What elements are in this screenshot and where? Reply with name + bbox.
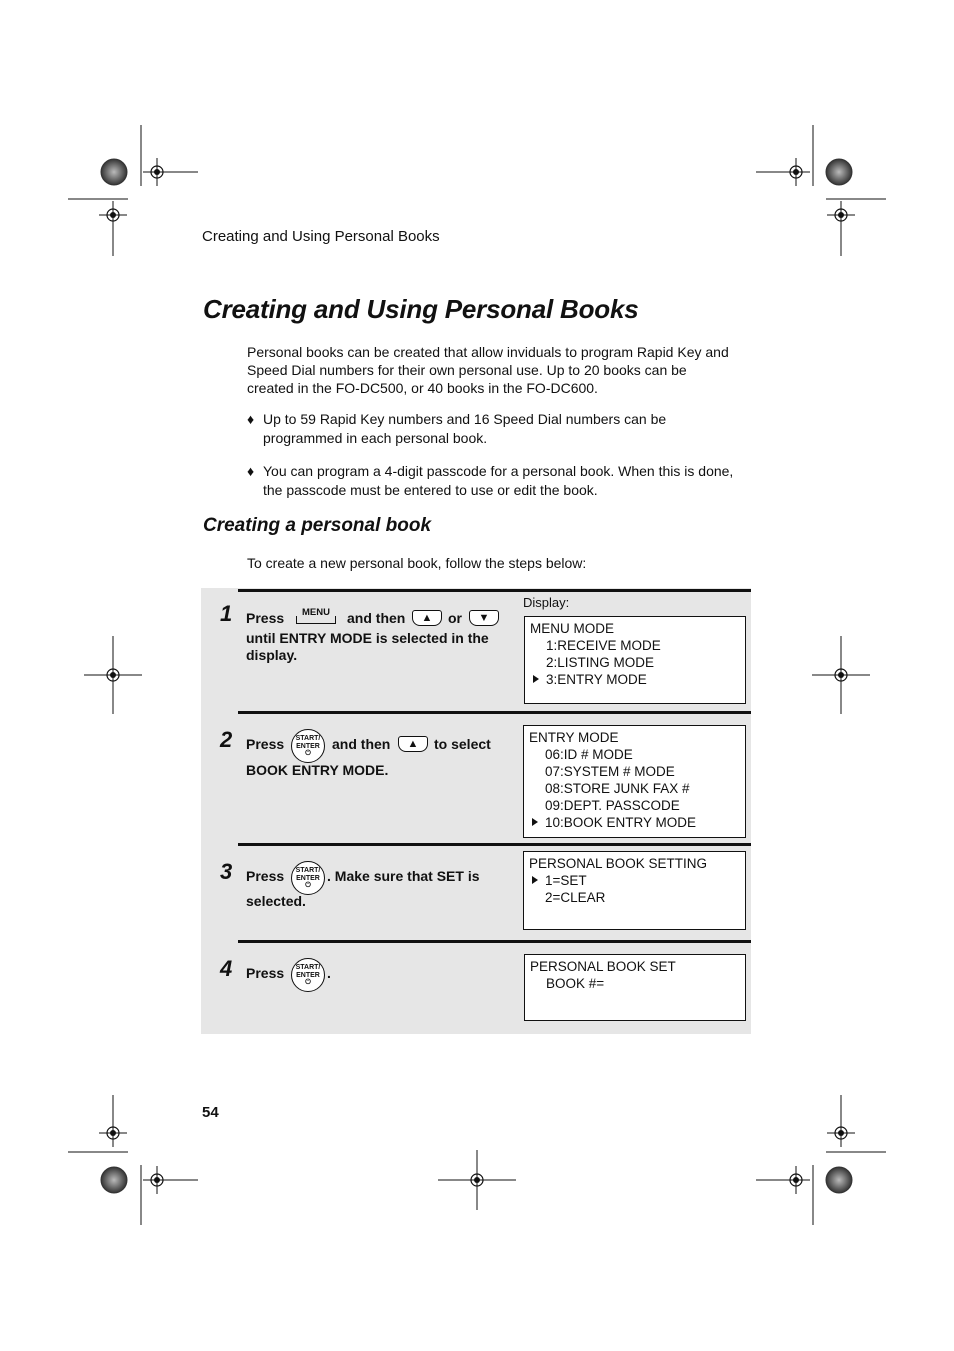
press-label: Press [246,736,285,752]
intro-paragraph [247,343,747,397]
step-number: 3 [220,859,233,884]
lcd-display [523,725,746,838]
bullet-line: Up to 59 Rapid Key numbers and 16 Speed Dial numbers can be [263,411,667,427]
lcd-display [523,851,746,930]
start-enter-key-icon: START/ ENTER ⏻ [291,729,325,763]
up-arrow-key-icon: ▲ [398,736,428,752]
press-label: Press [246,868,285,884]
bullet-line: the passcode must be entered to use or edit the book. [263,482,598,498]
lcd-line: ENTRY MODE [529,730,619,745]
lcd-display [524,616,746,704]
press-label: Press [246,965,285,981]
lcd-selected-line: 3:ENTRY MODE [530,671,745,688]
or-label: or [448,610,462,626]
lcd-line: 1:RECEIVE MODE [546,638,661,653]
page-number: 54 [202,1104,219,1121]
bullet-line: programmed in each personal book. [263,430,488,446]
cursor-arrow-icon [532,818,538,826]
cursor-arrow-icon [532,876,538,884]
running-header: Creating and Using Personal Books [202,228,440,245]
start-enter-key-icon: START/ ENTER ⏻ [291,861,325,895]
display-label: Display: [523,595,570,610]
lcd-line: PERSONAL BOOK SETTING [529,856,708,871]
page-title: Creating and Using Personal Books [203,294,639,324]
to-select-label: to select [434,736,491,752]
lcd-line: BOOK #= [546,976,605,991]
step-line: . Make sure that SET is [327,868,480,884]
intro-line: Speed Dial numbers for their own personal use. Up to 20 books can be [247,362,687,378]
lcd-selected-line: 1=SET [529,872,745,889]
bullet-line: You can program a 4-digit passcode for a personal book. When this is done, [263,463,734,479]
step-number: 4 [220,956,233,981]
menu-key-label: MENU [302,607,330,618]
diamond-bullet-icon: ♦ [247,411,255,427]
cursor-arrow-icon [533,675,539,683]
intro-line: Personal books can be created that allow inviduals to program Rapid Key and [247,344,729,360]
intro-line: created in the FO-DC500, or 40 books in the FO-DC600. [247,380,598,396]
step-divider [238,843,751,846]
lcd-line: 06:ID # MODE [545,747,633,762]
step-line: BOOK ENTRY MODE. [246,762,389,778]
step-number: 2 [220,727,233,752]
lcd-selected-line: 10:BOOK ENTRY MODE [529,814,745,831]
and-then-label: and then [347,610,406,626]
lcd-line: 09:DEPT. PASSCODE [545,798,680,813]
step-divider [238,940,751,943]
bullet-item [247,462,747,500]
lcd-line: 2=CLEAR [545,890,606,905]
press-label: Press [246,610,285,626]
step-line: selected. [246,893,306,909]
diamond-bullet-icon: ♦ [247,463,255,479]
menu-key-icon [296,606,336,624]
step-line: display. [246,647,298,663]
up-arrow-key-icon: ▲ [412,610,442,626]
down-arrow-key-icon: ▼ [469,610,499,626]
steps-intro: To create a new personal book, follow the steps below: [247,555,587,571]
lcd-display [524,954,746,1021]
step-line: . [327,965,331,981]
start-enter-key-icon: START/ ENTER ⏻ [291,958,325,992]
lcd-line: PERSONAL BOOK SET [530,959,676,974]
lcd-line: 07:SYSTEM # MODE [545,764,675,779]
lcd-line: 08:STORE JUNK FAX # [545,781,690,796]
step-divider [238,589,751,592]
section-subtitle: Creating a personal book [203,515,432,536]
step-line: until ENTRY MODE is selected in the [246,630,489,646]
lcd-line: 2:LISTING MODE [546,655,655,670]
and-then-label: and then [332,736,391,752]
bullet-item [247,410,747,448]
lcd-line: MENU MODE [530,621,614,636]
step-divider [238,711,751,714]
step-number: 1 [220,601,233,626]
